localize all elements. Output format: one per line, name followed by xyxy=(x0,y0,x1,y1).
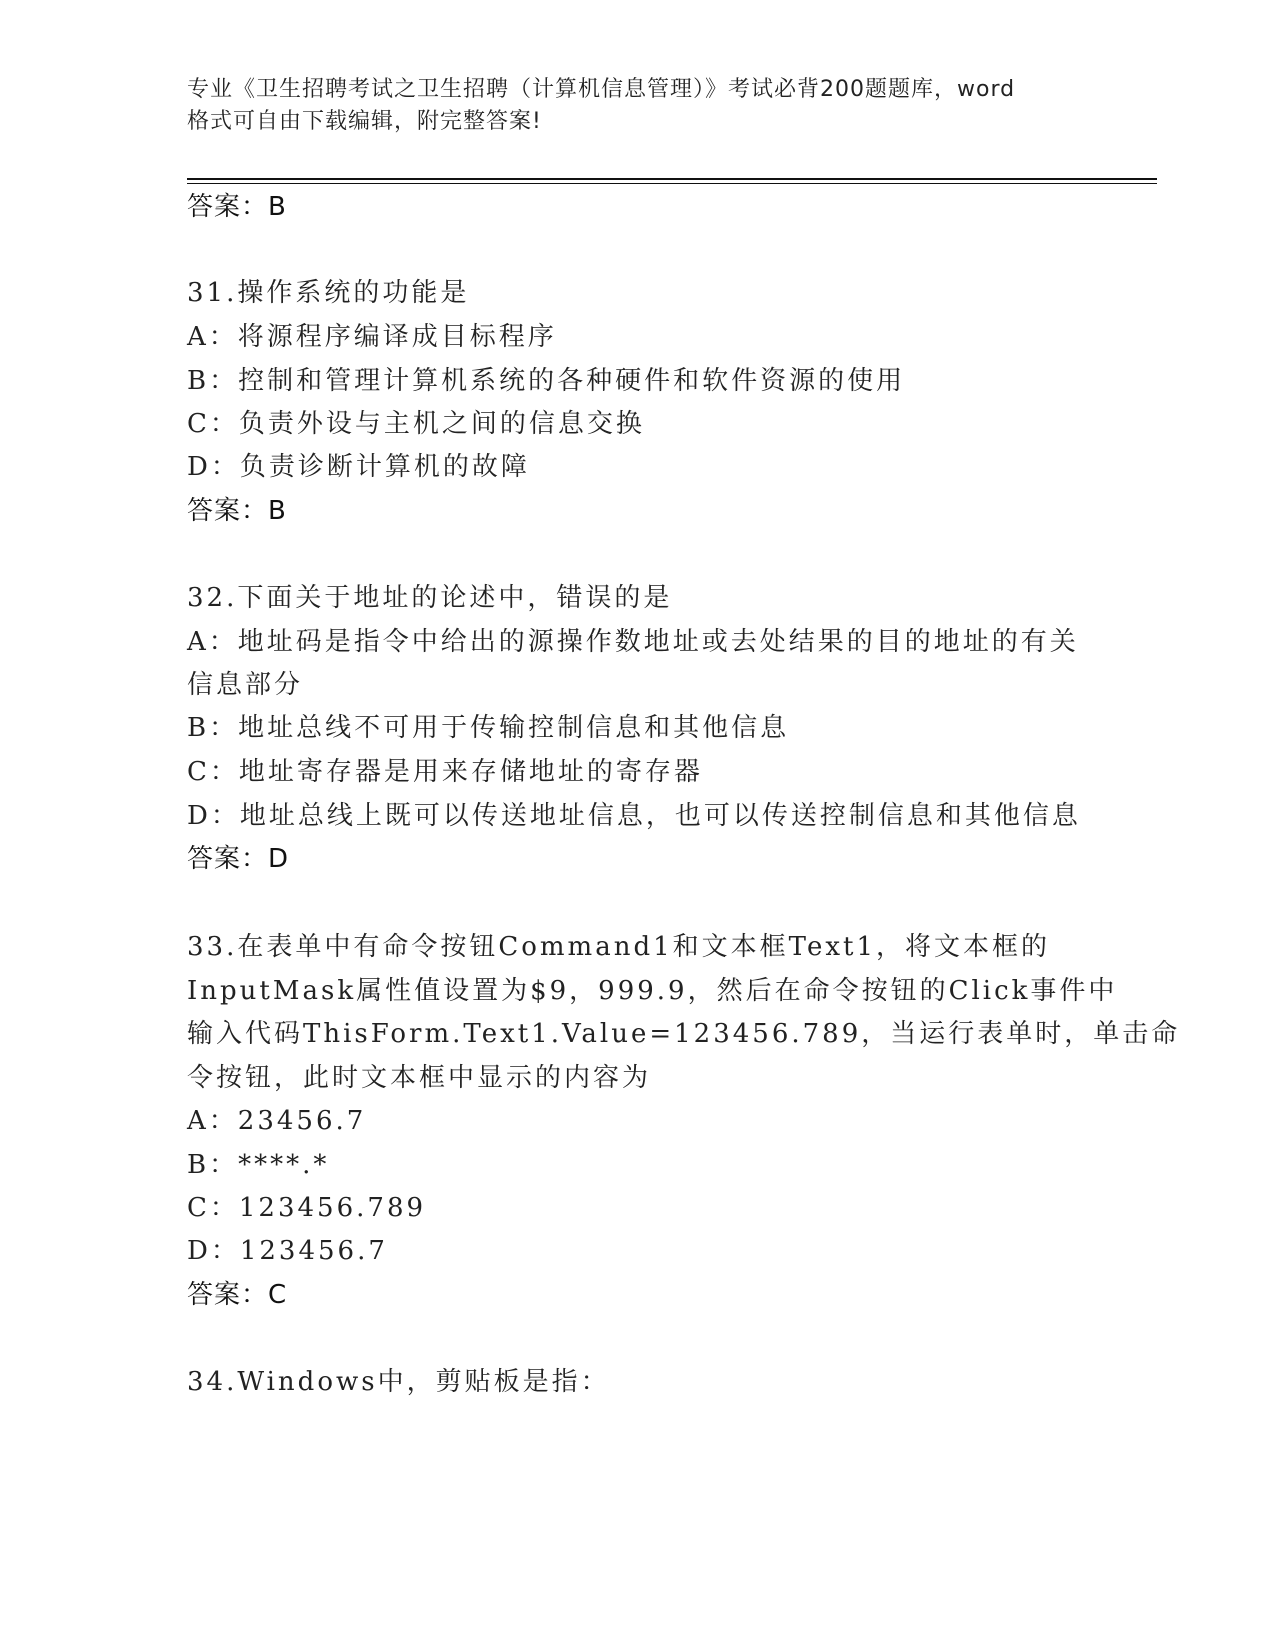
question-33-stem-line-4: 令按钮，此时文本框中显示的内容为 xyxy=(187,1063,652,1093)
header-divider-thick xyxy=(187,178,1157,180)
question-32-option-b: B：地址总线不可用于传输控制信息和其他信息 xyxy=(187,713,790,743)
question-32-answer: 答案：D xyxy=(187,844,290,874)
question-33-option-b: B：****.* xyxy=(187,1150,330,1180)
question-31-option-b: B：控制和管理计算机系统的各种硬件和软件资源的使用 xyxy=(187,366,906,396)
question-31-option-d: D：负责诊断计算机的故障 xyxy=(187,452,530,482)
question-32-stem: 32.下面关于地址的论述中，错误的是 xyxy=(187,583,673,613)
question-34-stem: 34.Windows中，剪贴板是指： xyxy=(187,1367,610,1397)
question-31-answer: 答案：B xyxy=(187,496,287,526)
question-33-option-d: D：123456.7 xyxy=(187,1236,388,1266)
question-33-option-a: A：23456.7 xyxy=(187,1106,367,1136)
question-33-stem-line-2: InputMask属性值设置为$9，999.9，然后在命令按钮的Click事件中 xyxy=(187,976,1118,1006)
question-33-stem-line-1: 33.在表单中有命令按钮Command1和文本框Text1，将文本框的 xyxy=(187,932,1050,962)
question-33-option-c: C：123456.789 xyxy=(187,1193,427,1223)
question-32-option-a-line-2: 信息部分 xyxy=(187,670,304,700)
header-line-2: 格式可自由下载编辑，附完整答案! xyxy=(187,109,542,134)
question-31-option-a: A：将源程序编译成目标程序 xyxy=(187,322,557,352)
question-32-option-c: C：地址寄存器是用来存储地址的寄存器 xyxy=(187,757,703,787)
header-line-1: 专业《卫生招聘考试之卫生招聘（计算机信息管理）》考试必背200题题库，word xyxy=(187,77,1016,102)
question-32-option-d: D：地址总线上既可以传送地址信息，也可以传送控制信息和其他信息 xyxy=(187,801,1081,831)
question-31-stem: 31.操作系统的功能是 xyxy=(187,278,470,308)
question-33-stem-line-3: 输入代码ThisForm.Text1.Value=123456.789，当运行表单时，单击命 xyxy=(187,1019,1181,1049)
question-33-answer: 答案：C xyxy=(187,1280,288,1310)
previous-answer: 答案：B xyxy=(187,192,287,222)
header-divider-thin xyxy=(187,183,1157,184)
question-31-option-c: C：负责外设与主机之间的信息交换 xyxy=(187,409,645,439)
document-header xyxy=(187,74,1087,138)
question-32-option-a-line-1: A：地址码是指令中给出的源操作数地址或去处结果的目的地址的有关 xyxy=(187,627,1079,657)
